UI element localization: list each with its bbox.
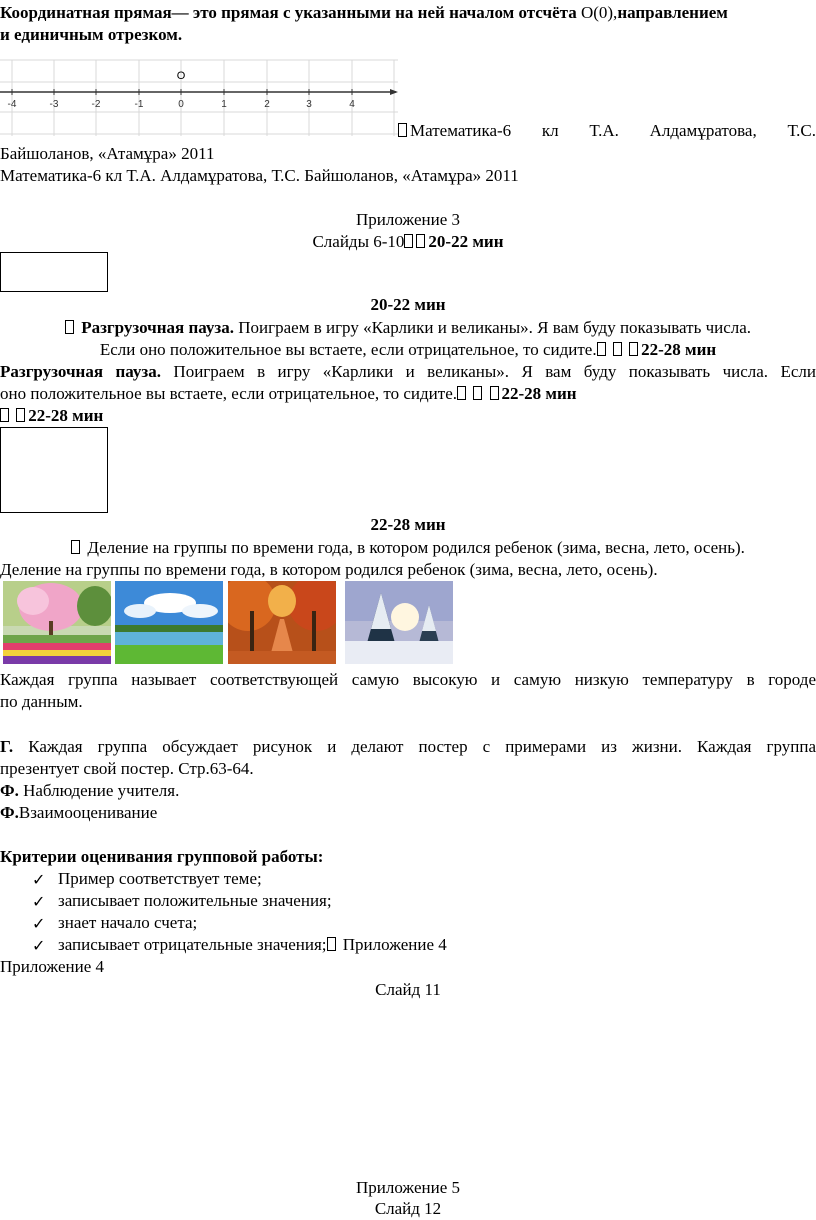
appendix-3-slides: Слайды 6-10 20-22 мин — [312, 232, 504, 251]
groups-line-2: Деление на группы по времени года, в котором родился ребенок (зима, весна, лето, осень). — [0, 560, 658, 579]
criteria-item: Пример соответствует теме; — [58, 869, 262, 888]
tick-label: 3 — [306, 99, 312, 110]
pause-line-5: 22-28 мин — [0, 406, 103, 426]
checkmark-icon: ✓ — [32, 870, 46, 889]
temperature-line-1: Каждая группа называет соответствующей самую высокую и самую низкую температуру в городе — [0, 670, 816, 689]
tick-label: 0 — [178, 99, 184, 110]
missing-glyph-icon — [416, 234, 425, 248]
appendix-3-title: Приложение 3 — [356, 210, 460, 229]
autumn-alley-photo — [228, 581, 336, 664]
missing-glyph-icon — [473, 386, 482, 400]
groups-line-1: Деление на группы по времени года, в котором родился ребенок (зима, весна, лето, осень). — [0, 538, 816, 558]
tick-label: 2 — [264, 99, 270, 110]
missing-glyph-icon — [327, 937, 336, 951]
definition-line-1: Координатная прямая— это прямая с указанными на ней началом отсчёта O(0),направлением — [0, 3, 728, 22]
number-line-figure — [0, 52, 400, 140]
temperature-line-2: по данным. — [0, 692, 83, 711]
poster-line-1: Г. Каждая группа обсуждает рисунок и делают постер с примерами из жизни. Каждая группа — [0, 737, 816, 756]
missing-glyph-icon — [457, 386, 466, 400]
time-heading: 22-28 мин — [370, 515, 446, 534]
peer-assessment-line: Ф.Взаимооценивание — [0, 803, 158, 822]
appendix-5-slide: Слайд 12 — [374, 1199, 442, 1218]
origin-label: O — [176, 70, 186, 82]
pause-line-3: Разгрузочная пауза. Поиграем в игру «Карлики и великаны». Я вам буду показывать числа. Если — [0, 362, 816, 381]
time-heading: 20-22 мин — [370, 295, 446, 314]
appendix-4-title: Приложение 4 — [0, 957, 104, 976]
tick-label: -3 — [49, 99, 59, 110]
missing-glyph-icon — [16, 408, 25, 422]
missing-glyph-icon — [613, 342, 622, 356]
tick-label: -4 — [7, 99, 17, 110]
definition-line-2: и единичным отрезком. — [0, 25, 183, 44]
spring-park-photo — [3, 581, 111, 664]
appendix-4-slide: Слайд 11 — [375, 980, 441, 999]
poster-line-2: презентует свой постер. Стр.63-64. — [0, 759, 254, 778]
checkmark-icon: ✓ — [32, 914, 46, 933]
pause-line-1: Разгрузочная пауза. Поиграем в игру «Карлики и великаны». Я вам буду показывать числа. — [0, 318, 816, 338]
summer-lake-photo — [115, 581, 223, 664]
empty-frame — [0, 427, 108, 513]
pause-line-4: оно положительное вы встаете, если отрицательное, то сидите. 22-28 мин — [0, 384, 577, 403]
number-line-grid — [0, 60, 398, 136]
appendix-5-title: Приложение 5 — [356, 1178, 460, 1197]
missing-glyph-icon — [404, 234, 413, 248]
checkmark-icon: ✓ — [32, 936, 46, 955]
missing-glyph-icon — [65, 320, 74, 334]
tick-label: -1 — [134, 99, 144, 110]
observation-line: Ф. Наблюдение учителя. — [0, 781, 180, 800]
criteria-item: знает начало счета; — [58, 913, 198, 932]
tick-label: 1 — [221, 99, 227, 110]
checkmark-icon: ✓ — [32, 892, 46, 911]
tick-label: -2 — [91, 99, 101, 110]
missing-glyph-icon — [0, 408, 9, 422]
criteria-title: Критерии оценивания групповой работы: — [0, 847, 324, 866]
missing-glyph-icon — [398, 123, 407, 137]
citation-line-1: Математика-6 кл Т.А. Алдамұратова, Т.С. — [398, 121, 816, 141]
citation-line-3: Математика-6 кл Т.А. Алдамұратова, Т.С. Байшоланов, «Атамұра» 2011 — [0, 166, 519, 185]
criteria-item: записывает положительные значения; — [58, 891, 332, 910]
missing-glyph-icon — [629, 342, 638, 356]
citation-line-2: Байшоланов, «Атамұра» 2011 — [0, 144, 215, 163]
missing-glyph-icon — [597, 342, 606, 356]
winter-forest-photo — [345, 581, 453, 664]
criteria-item: записывает отрицательные значения; Приложение 4 — [58, 935, 447, 954]
pause-line-2: Если оно положительное вы встаете, если отрицательное, то сидите. 22-28 мин — [99, 340, 717, 359]
missing-glyph-icon — [71, 540, 80, 554]
tick-label: 4 — [349, 99, 355, 110]
empty-frame — [0, 252, 108, 292]
missing-glyph-icon — [490, 386, 499, 400]
